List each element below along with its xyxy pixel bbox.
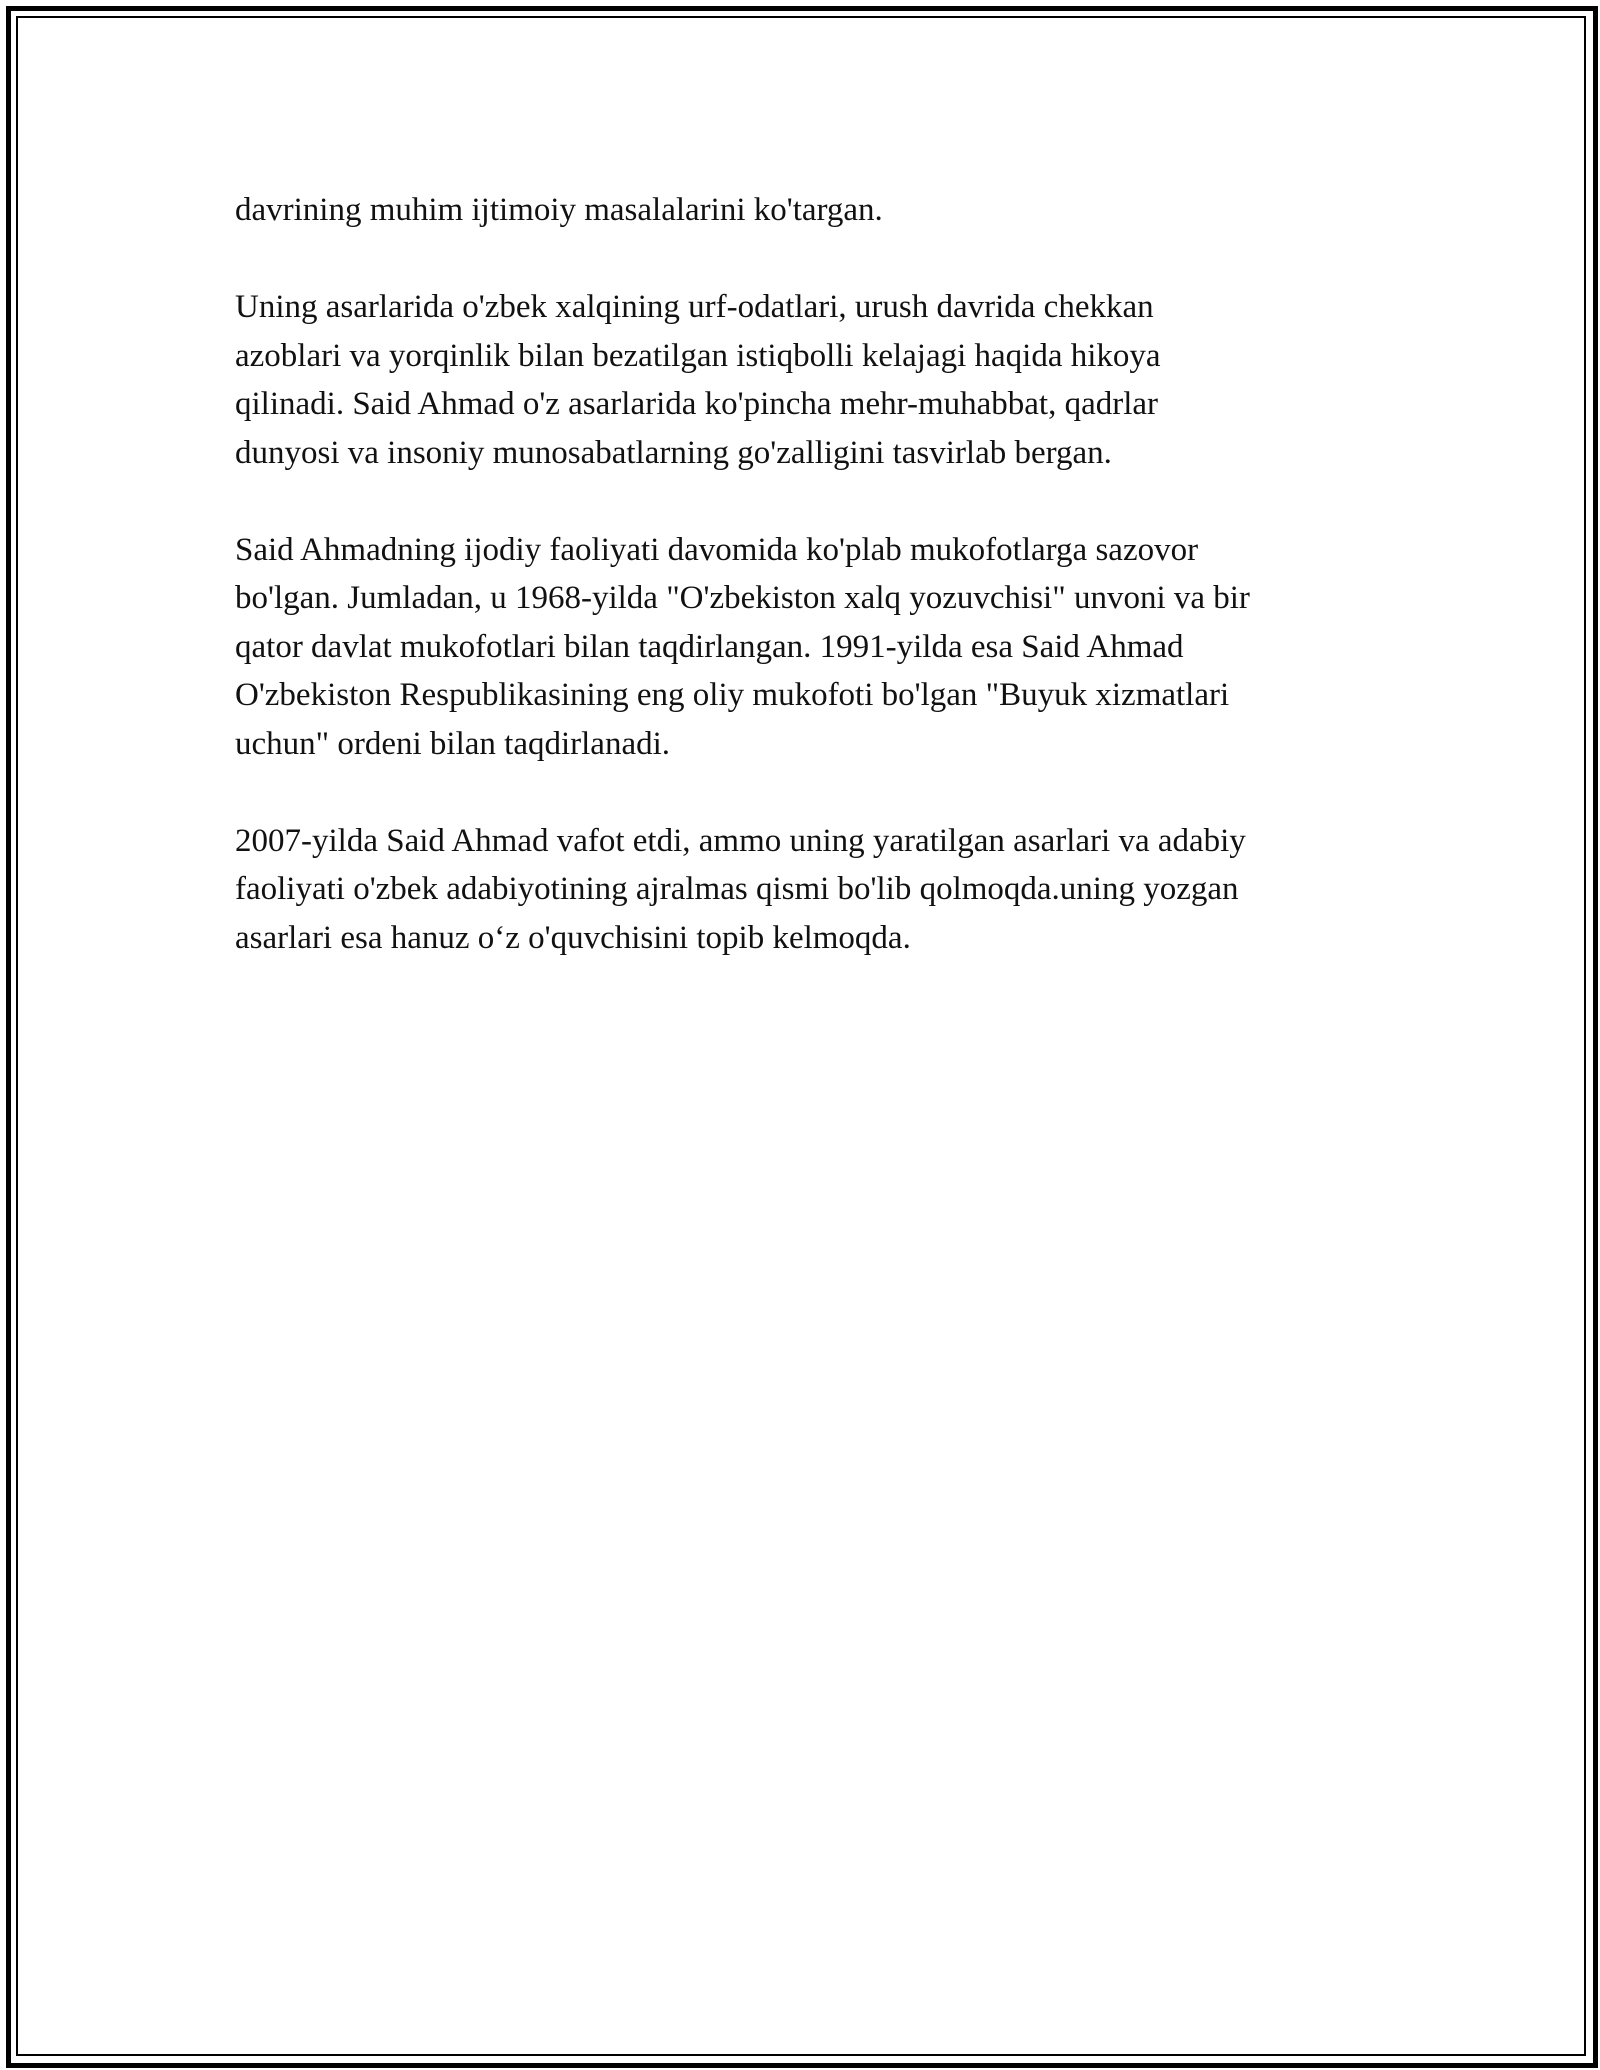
paragraph-1: davrining muhim ijtimoiy masalalarini ko'targan. [235,192,883,228]
paragraph-3: Said Ahmadning ijodiy faoliyati davomida ko'plab mukofotlarga sazovor bo'lgan. Jumladan, u 1968-yilda "O'zbekiston xalq yozuvchisi" unvoni va bir qator davlat mukofotlari bilan taqdirlangan. 1991-yilda esa Said Ahmad O'zbekiston Respublikasining eng oliy mukofoti bo'lgan "Buyuk xizmatlari uchun" ordeni bilan taqdirlanadi. [235,531,1250,762]
document-body [235,186,1395,1011]
paragraph-4: 2007-yilda Said Ahmad vafot etdi, ammo uning yaratilgan asarlari va adabiy faoliyati o'zbek adabiyotining ajralmas qismi bo'lib qolmoqda.uning yozgan asarlari esa hanuz o‘z o'quvchisini topib kelmoqda. [235,822,1246,956]
paragraph-2: Uning asarlarida o'zbek xalqining urf-odatlari, urush davrida chekkan azoblari va yorqinlik bilan bezatilgan istiqbolli kelajagi haqida hikoya qilinadi. Said Ahmad o'z asarlarida ko'pincha mehr-muhabbat, qadrlar dunyosi va insoniy munosabatlarning go'zalligini tasvirlab bergan. [235,289,1161,471]
